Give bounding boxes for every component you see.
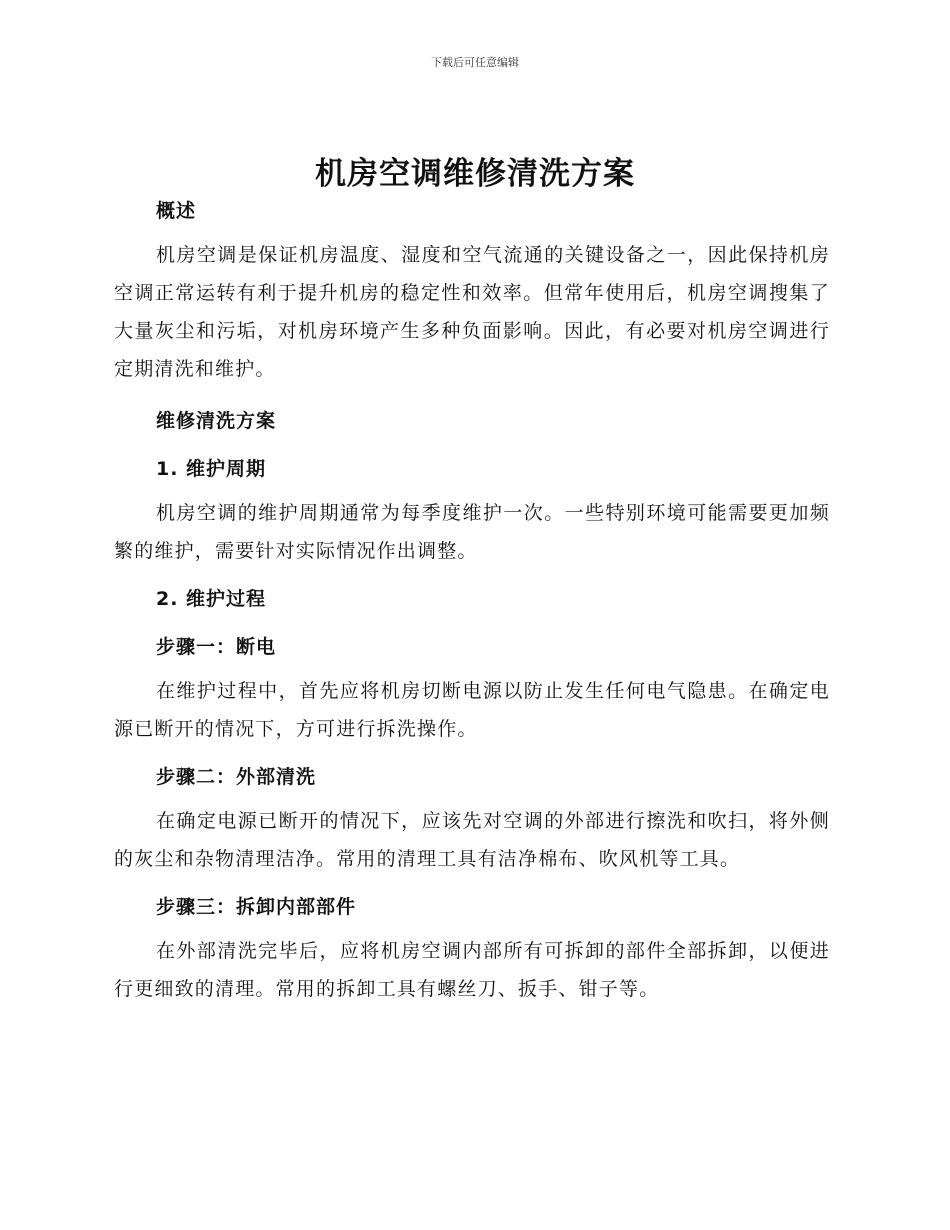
step1-heading: 步骤一：断电 [156, 636, 277, 658]
overview-paragraph: 机房空调是保证机房温度、湿度和空气流通的关键设备之一，因此保持机房空调正常运转有利于提升机房的稳定性和效率。但常年使用后，机房空调搜集了大量灰尘和污垢，对机房环境产生多种负面影响。因此，有必要对机房空调进行定期清洗和维护。 [114, 244, 830, 380]
step3-heading: 步骤三：拆卸内部部件 [156, 896, 357, 918]
header-note: 下载后可任意编辑 [431, 56, 519, 69]
document-title: 机房空调维修清洗方案 [315, 156, 635, 192]
document-body [114, 196, 830, 1008]
step2-heading: 步骤二：外部清洗 [156, 766, 317, 788]
cycle-paragraph: 机房空调的维护周期通常为每季度维护一次。一些特别环境可能需要更加频繁的维护，需要针对实际情况作出调整。 [114, 502, 830, 562]
step3-paragraph: 在外部清洗完毕后，应将机房空调内部所有可拆卸的部件全部拆卸，以便进行更细致的清理。常用的拆卸工具有螺丝刀、扳手、钳子等。 [114, 940, 830, 1000]
process-heading: 2. 维护过程 [156, 588, 267, 610]
overview-heading: 概述 [156, 200, 197, 222]
cycle-heading: 1. 维护周期 [156, 458, 267, 480]
step1-paragraph: 在维护过程中，首先应将机房切断电源以防止发生任何电气隐患。在确定电源已断开的情况下，方可进行拆洗操作。 [114, 680, 830, 740]
plan-heading: 维修清洗方案 [156, 410, 277, 432]
step2-paragraph: 在确定电源已断开的情况下，应该先对空调的外部进行擦洗和吹扫，将外侧的灰尘和杂物清理洁净。常用的清理工具有洁净棉布、吹风机等工具。 [114, 810, 830, 870]
